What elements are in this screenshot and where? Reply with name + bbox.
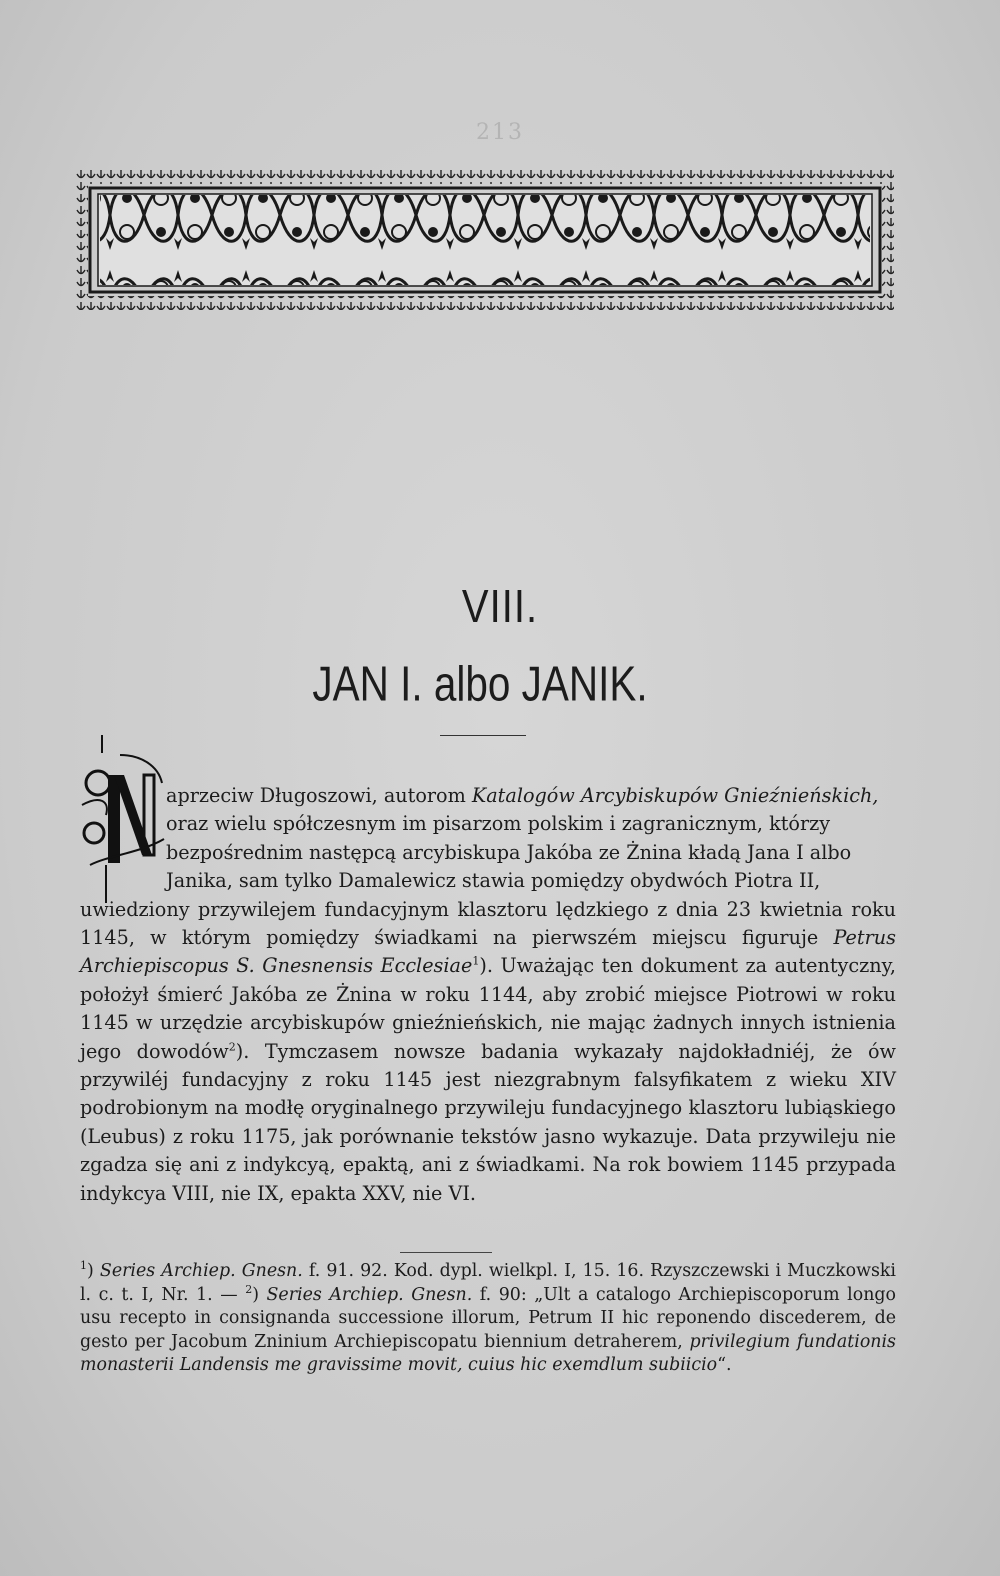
italic-citation: Petrus Archiepiscopus S. Gnesnensis Ecclesiae bbox=[80, 926, 896, 978]
body-line: Janika, sam tylko Damalewicz stawia pomiędzy obydwóch Piotra II, bbox=[166, 869, 821, 893]
footnotes bbox=[80, 1260, 896, 1378]
footnote-italic: privilegium fundationis monasterii Landensis me gravissime movit, cuius hic exemdlum subiicio bbox=[80, 1331, 896, 1376]
body-line: bezpośrednim następcą arcybiskupa Jakóba ze Żnina kładą Jana I albo bbox=[166, 840, 852, 864]
chapter-title: JAN I. albo JANIK. bbox=[312, 657, 648, 712]
footnote-ref-2: 2 bbox=[228, 1040, 236, 1054]
footnote-marker-1: 1 bbox=[80, 1259, 87, 1273]
footnote-italic: Series Archiep. Gnesn. bbox=[266, 1284, 473, 1305]
footnote-text: “. bbox=[717, 1355, 732, 1376]
ornamental-header-band bbox=[76, 170, 894, 310]
footnote-ref-1: 1 bbox=[472, 955, 480, 969]
chapter-number: VIII. bbox=[461, 581, 539, 633]
footnote-italic: Series Archiep. Gnesn. bbox=[99, 1261, 303, 1281]
main-paragraph bbox=[80, 782, 896, 1208]
body-line: aprzeciw Długoszowi, autorom Katalogów Arcybiskupów Gnieźnieńskich, bbox=[166, 784, 879, 807]
footnote-text: f. 91. 92. Kod. dypl. wielkpl. I, 15. 16. Rzyszczewski i Muczkowski l. c. t. I, Nr. 1. — bbox=[80, 1261, 896, 1305]
body-continuation: ). Tymczasem nowsze badania wykazały najdokładniéj, że ów przywiléj fundacyjny z roku 1145 jest niezgrabnym falsyfikatem z wieku XIV podrobionym na modłę oryginalnego przywileju fundacyjnego klasztoru lubiąskiego (Leubus) z roku 1175, jak porównanie tekstów jasno wykazuje. Data przywileju nie zgadza się ani z indykcyą, epaktą, ani z świadkami. Na rok bowiem 1145 przypada indykcya VIII, nie IX, epakta XXV, nie VI. bbox=[80, 1039, 896, 1205]
title-divider bbox=[440, 735, 526, 736]
italic-catalog-title: Katalogów Arcybiskupów Gnieźnieńskich, bbox=[471, 784, 879, 807]
footnote-marker-2: 2 bbox=[245, 1282, 253, 1296]
footnote-text: ) bbox=[252, 1284, 267, 1305]
body-continuation: uwiedziony przywilejem fundacyjnym klasztoru lędzkiego z dnia 23 kwietnia roku 1145, w którym pomiędzy świadkami na pierwszém miejscu figuruje bbox=[80, 897, 896, 950]
body-line: oraz wielu spółczesnym im pisarzom polskim i zagranicznym, którzy bbox=[166, 812, 831, 836]
footnote-divider bbox=[400, 1252, 492, 1253]
body-continuation: ). Uważając ten dokument za autentyczny, położył śmierć Jakóba ze Żnina w roku 1144, aby zrobić miejsce Piotrowi w roku 1145 w urzędzie arcybiskupów gnieźnieńskich, nie mając żadnych innych istnienia jego dowodów bbox=[80, 954, 896, 1063]
footnote-text: ) bbox=[87, 1261, 100, 1281]
page-number: 213 bbox=[476, 120, 524, 145]
footnote-text: f. 90: „Ult a catalogo Archiepiscoporum longo usu recepto in consignanda successione illorum, Petrum II hic reponendo discederem, de gesto per Jacobum Zninium Archiepiscopatu biennium detraherem, bbox=[80, 1284, 896, 1352]
